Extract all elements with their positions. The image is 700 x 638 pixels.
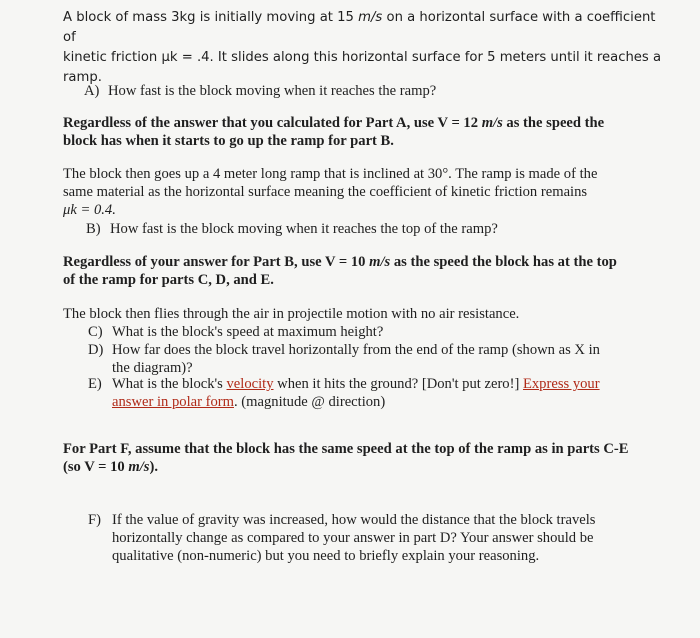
question-label: B) (86, 221, 101, 237)
question-label: A) (84, 83, 100, 99)
note-part-b: Regardless of the answer that you calculated for Part A, use V = 12 m/s as the speed the block has when it starts to go up the ramp for part B. (63, 115, 605, 149)
question-b (86, 220, 646, 238)
question-label: F) (88, 512, 101, 528)
polar-form-link[interactable]: answer in polar form (112, 394, 234, 410)
question-text: What is the block's speed at maximum height? (112, 324, 384, 340)
speed-unit: m/s (481, 115, 503, 131)
question-text: How far does the block travel horizontally from the end of the ramp (shown as X in (112, 342, 600, 358)
note-part-f: For Part F, assume that the block has the same speed at the top of the ramp as in parts C-E (so V = 10 m/s). (63, 441, 629, 475)
question-a (84, 82, 644, 100)
question-label: E) (88, 376, 102, 392)
flight-paragraph: The block then flies through the air in projectile motion with no air resistance. (63, 306, 520, 322)
question-label: C) (88, 324, 103, 340)
question-text: If the value of gravity was increased, how would the distance that the block travels (112, 512, 596, 528)
intro-paragraph: A block of mass 3kg is initially moving at 15 m/s on a horizontal surface with a coefficient of kinetic friction μk = .4. It slides along this horizontal surface for 5 meters until it reaches a ramp. (63, 10, 662, 85)
express-polar-link[interactable]: Express your (522, 376, 600, 392)
velocity-link[interactable]: velocity (226, 376, 274, 392)
ramp-paragraph: The block then goes up a 4 meter long ramp that is inclined at 30°. The ramp is made of the same material as the horizontal surface meaning the coefficient of kinetic friction remains μk = 0.4. (63, 166, 598, 218)
question-c (88, 323, 648, 341)
question-d (88, 341, 648, 377)
note-parts-cde: Regardless of your answer for Part B, use V = 10 m/s as the speed the block has at the top of the ramp for parts C, D, and E. (63, 254, 617, 288)
question-f: F) If the value of gravity was increased, how would the distance that the block travels horizontally change as compared to your answer in part D? Your answer should be qualitative (non-numeric) but you need to briefly explain your reasoning. (88, 512, 596, 564)
question-label: D) (88, 342, 104, 358)
speed-unit: m/s (358, 10, 383, 25)
question-text: How fast is the block moving when it reaches the top of the ramp? (110, 221, 498, 237)
question-text-cont: the diagram)? (112, 360, 193, 376)
question-e: E) What is the block's velocity when it hits the ground? [Don't put zero!] Express your answer in polar form. (magnitude @ direction) (88, 376, 600, 410)
speed-unit: m/s (369, 254, 391, 270)
question-text: How fast is the block moving when it reaches the ramp? (108, 83, 437, 99)
speed-unit: m/s (128, 459, 150, 475)
